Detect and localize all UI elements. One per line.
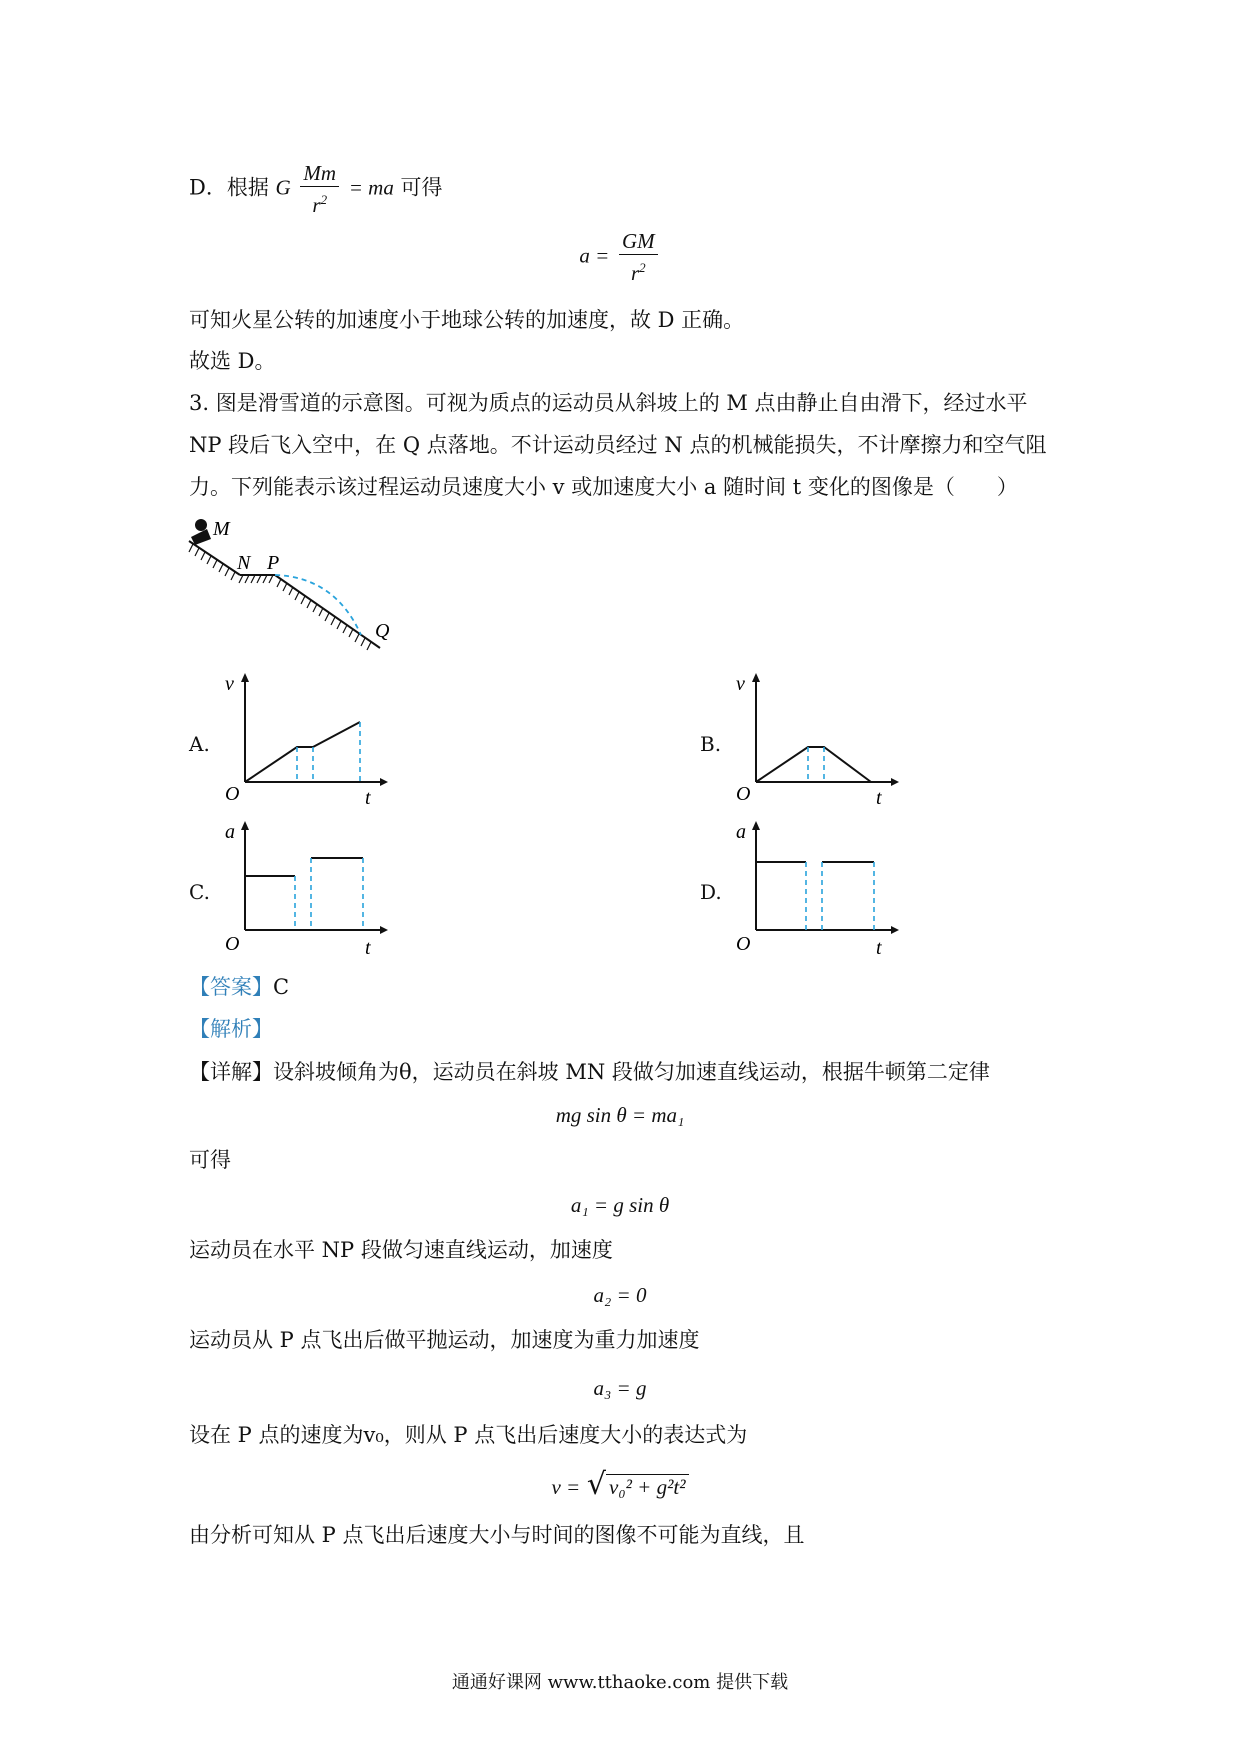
velocity-lhs: v = [551, 1475, 581, 1499]
final-text: 由分析可知从 P 点飞出后速度大小与时间的图像不可能为直线，且 [189, 1523, 805, 1547]
option-d-rhs: = ma [348, 175, 394, 200]
option-b-label: B. [700, 732, 722, 756]
question-3-line-1: 3. 图是滑雪道的示意图。可视为质点的运动员从斜坡上的 M 点由静止自由滑下，经过水平 [189, 391, 1028, 415]
x-axis-label: t [365, 787, 371, 809]
can-get-text: 可得 [189, 1148, 231, 1172]
detail-tag: 【详解】 [189, 1060, 273, 1084]
analysis-line [189, 1014, 273, 1044]
v-t-curve [245, 722, 360, 782]
y-axis-arrow [752, 673, 760, 682]
y-axis-label: a [225, 821, 235, 843]
option-d-graph-label: D. [700, 880, 722, 904]
option-c-label: C. [189, 880, 210, 904]
option-b-graph [726, 670, 906, 810]
fraction-numerator: Mm [300, 160, 339, 187]
fraction-denominator: $r^2$ [312, 192, 328, 217]
label-q: Q [375, 620, 390, 642]
option-d-graph [726, 818, 906, 963]
x-axis-arrow [891, 926, 899, 934]
guide-lines [808, 747, 824, 782]
origin-label: O [736, 783, 751, 805]
v0-text: 设在 P 点的速度为v₀，则从 P 点飞出后速度大小的表达式为 [189, 1423, 748, 1447]
sqrt-radicand: v₀² + g²t² [606, 1474, 689, 1499]
slope-pq-line [275, 575, 380, 648]
option-d-line [189, 160, 443, 218]
origin-label: O [225, 933, 240, 955]
ski-slope-figure [185, 515, 405, 665]
np-text: 运动员在水平 NP 段做匀速直线运动，加速度 [189, 1238, 613, 1262]
v-t-curve [756, 747, 871, 782]
answer-line [189, 972, 289, 1002]
x-axis-label: t [876, 787, 882, 809]
equation-velocity [0, 1467, 1240, 1502]
x-axis-arrow [380, 926, 388, 934]
analysis-tag: 【解析】 [189, 1017, 273, 1041]
formula-a-gm-r2: a = $\frac{GM}{r^2}$ [0, 228, 1240, 286]
equation-a1: a₁ = g sin θ [570, 1193, 670, 1217]
answer-value: C [273, 975, 290, 999]
y-axis-arrow [752, 821, 760, 830]
p-text: 运动员从 P 点飞出后做平抛运动，加速度为重力加速度 [189, 1328, 700, 1352]
conclusion-text: 可知火星公转的加速度小于地球公转的加速度，故 D 正确。 [189, 308, 745, 332]
y-axis-label: v [736, 673, 745, 695]
y-axis-label: v [225, 673, 234, 695]
fraction-mm-r2 [300, 160, 339, 218]
x-axis-arrow [891, 778, 899, 786]
origin-label: O [736, 933, 751, 955]
page-footer: 通通好课网 www.tthaoke.com 提供下载 [451, 1672, 789, 1693]
choose-text: 故选 D。 [189, 349, 276, 373]
x-axis-label: t [365, 937, 371, 959]
label-m: M [213, 518, 230, 540]
y-axis-arrow [241, 821, 249, 830]
x-axis-arrow [380, 778, 388, 786]
question-3-line-3: 力。下列能表示该过程运动员速度大小 v 或加速度大小 a 随时间 t 变化的图像是（ ） [189, 475, 1018, 499]
skier-icon [191, 519, 211, 545]
detail-text: 设斜坡倾角为θ，运动员在斜坡 MN 段做匀加速直线运动，根据牛顿第二定律 [273, 1060, 990, 1084]
guide-lines [295, 858, 363, 930]
y-axis-arrow [241, 673, 249, 682]
label-n: N [237, 552, 251, 574]
question-3-line-2: NP 段后飞入空中，在 Q 点落地。不计运动员经过 N 点的机械能损失，不计摩擦力和空气阻 [189, 433, 1047, 457]
option-a-label: A. [189, 732, 210, 756]
gravity-constant: G [275, 175, 291, 200]
label-p: P [267, 552, 280, 574]
slope-mn-line [189, 541, 240, 575]
y-axis-label: a [736, 821, 746, 843]
option-d-label: D．根据 [189, 175, 269, 200]
option-c-graph [215, 818, 395, 963]
guide-lines [297, 722, 360, 782]
sqrt-symbol: √ [586, 1467, 607, 1502]
option-a-graph [215, 670, 395, 810]
equation-newton: mg sin θ = ma₁ [555, 1103, 685, 1127]
equation-a3: a₃ = g [593, 1376, 647, 1400]
guide-lines [806, 862, 874, 930]
origin-label: O [225, 783, 240, 805]
option-d-tail: 可得 [400, 175, 443, 200]
equation-a2: a₂ = 0 [593, 1283, 647, 1307]
x-axis-label: t [876, 937, 882, 959]
detail-line [189, 1057, 990, 1087]
answer-tag: 【答案】 [189, 975, 273, 999]
